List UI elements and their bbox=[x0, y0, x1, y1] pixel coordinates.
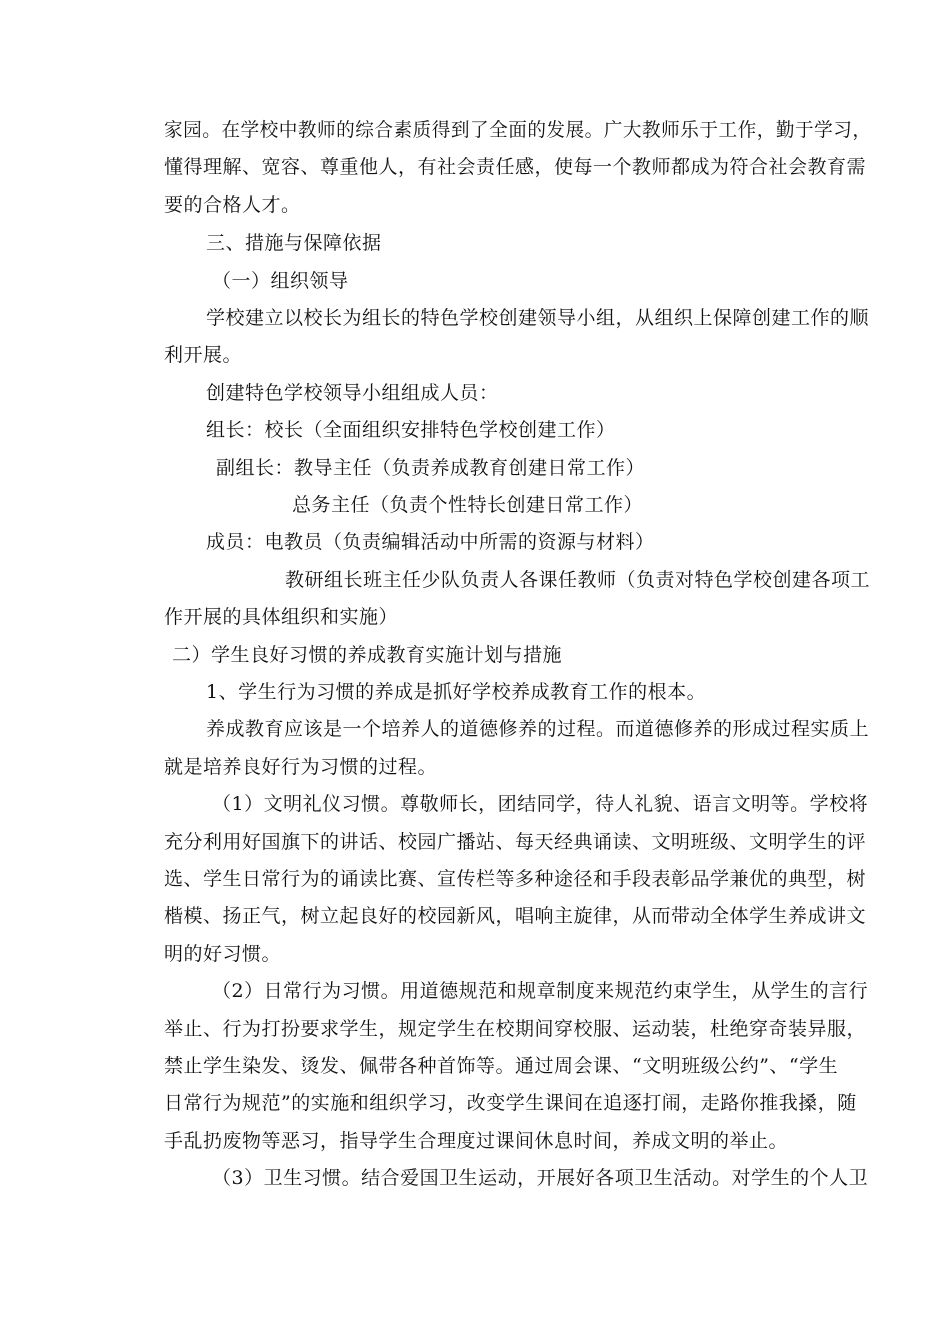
text-line: 家园。在学校中教师的综合素质得到了全面的发展。广大教师乐于工作，勤于学习， bbox=[164, 119, 872, 141]
text-line: 举止、行为打扮要求学生，规定学生在校期间穿校服、运动装，杜绝穿奇装异服， bbox=[164, 1018, 867, 1040]
text-line: 创建特色学校领导小组组成人员： bbox=[206, 382, 499, 404]
text-line: （1）文明礼仪习惯。尊敬师长，团结同学，待人礼貌、语言文明等。学校将 bbox=[212, 793, 869, 815]
subsection-heading: （一）组织领导 bbox=[212, 270, 349, 292]
text-line: 就是培养良好行为习惯的过程。 bbox=[164, 756, 438, 778]
text-line: 总务主任（负责个性特长创建日常工作） bbox=[292, 494, 644, 516]
text-line: 要的合格人才。 bbox=[164, 194, 301, 216]
text-line: 手乱扔废物等恶习，指导学生合理度过课间休息时间，养成文明的举止。 bbox=[164, 1130, 789, 1152]
text-line: 作开展的具体组织和实施） bbox=[164, 606, 399, 628]
text-line: 副组长：教导主任（负责养成教育创建日常工作） bbox=[216, 457, 646, 479]
text-line: 教研组长班主任少队负责人各课任教师（负责对特色学校创建各项工 bbox=[285, 569, 871, 591]
text-line: （3）卫生习惯。结合爱国卫生运动，开展好各项卫生活动。对学生的个人卫 bbox=[212, 1167, 869, 1189]
text-line: 禁止学生染发、烫发、佩带各种首饰等。通过周会课、“文明班级公约”、“学生 bbox=[164, 1055, 839, 1077]
subsection-heading: 二）学生良好习惯的养成教育实施计划与措施 bbox=[172, 644, 563, 666]
text-line: 组长：校长（全面组织安排特色学校创建工作） bbox=[206, 419, 616, 441]
text-line: 日常行为规范”的实施和组织学习，改变学生课间在追逐打闹，走路你推我搡，随 bbox=[164, 1092, 857, 1114]
section-heading: 三、措施与保障依据 bbox=[206, 232, 382, 254]
text-line: 明的好习惯。 bbox=[164, 943, 282, 965]
text-line: 1、学生行为习惯的养成是抓好学校养成教育工作的根本。 bbox=[206, 681, 707, 703]
text-line: （2）日常行为习惯。用道德规范和规章制度来规范约束学生，从学生的言行 bbox=[212, 980, 869, 1002]
text-line: 利开展。 bbox=[164, 344, 243, 366]
text-line: 充分利用好国旗下的讲话、校园广播站、每天经典诵读、文明班级、文明学生的评 bbox=[164, 831, 867, 853]
text-line: 选、学生日常行为的诵读比赛、宣传栏等多种途径和手段表彰品学兼优的典型，树 bbox=[164, 868, 867, 890]
text-line: 懂得理解、宽容、尊重他人，有社会责任感，使每一个教师都成为符合社会教育需 bbox=[164, 156, 867, 178]
text-line: 学校建立以校长为组长的特色学校创建领导小组，从组织上保障创建工作的顺 bbox=[206, 307, 870, 329]
text-line: 楷模、扬正气，树立起良好的校园新风，唱响主旋律，从而带动全体学生养成讲文 bbox=[164, 905, 867, 927]
text-line: 养成教育应该是一个培养人的道德修养的过程。而道德修养的形成过程实质上 bbox=[206, 718, 870, 740]
text-line: 成员：电教员（负责编辑活动中所需的资源与材料） bbox=[206, 531, 655, 553]
